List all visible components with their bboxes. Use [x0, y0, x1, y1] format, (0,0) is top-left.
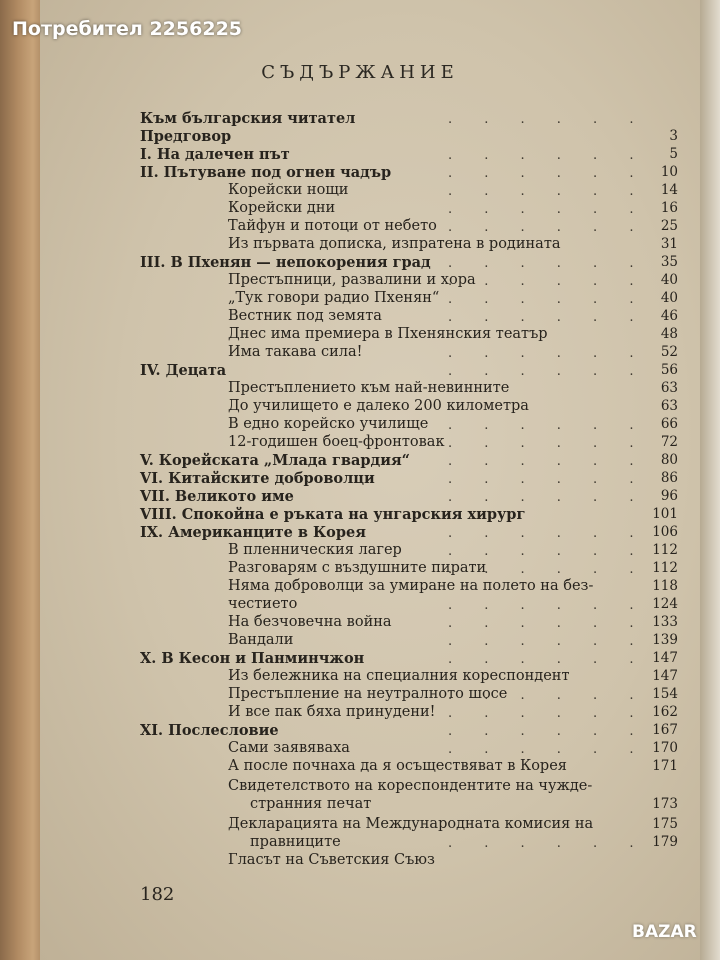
toc-entry-label: На безчовечна война — [228, 614, 392, 630]
toc-entry-page: 179 — [652, 834, 678, 850]
leader-dots: . . . . . . — [448, 166, 648, 181]
page-number: 182 — [140, 884, 175, 905]
toc-entry — [0, 326, 720, 346]
toc-entry-label: Престъпници, развалини и хора — [228, 272, 476, 288]
toc-entry-label: Вандали — [228, 632, 294, 648]
toc-entry — [0, 416, 720, 436]
toc-entry-page: 139 — [652, 632, 678, 648]
toc-entry-label: Престъпление на неутралното шосе — [228, 686, 508, 702]
toc-entry — [0, 470, 720, 490]
toc-entry-label: Предговор — [140, 128, 232, 145]
toc-entry — [0, 632, 720, 652]
leader-dots: . . . . . . — [448, 616, 648, 631]
toc-entry-label: А после почнаха да я осъществяват в Корея — [228, 758, 567, 774]
toc-entry-page: 112 — [652, 542, 678, 558]
toc-entry — [0, 164, 720, 184]
toc-entry-page: 31 — [660, 236, 678, 252]
leader-dots: . . . . . . — [448, 472, 648, 487]
toc-entry-page: 118 — [652, 578, 678, 594]
toc-entry-label: В пленническия лагер — [228, 542, 402, 558]
toc-entry-page: 133 — [652, 614, 678, 630]
toc-entry-page: 40 — [660, 272, 678, 288]
toc-entry — [0, 686, 720, 706]
leader-dots: . . . . . . — [448, 562, 648, 577]
leader-dots: . . . . . . — [448, 202, 648, 217]
toc-entry-page: 46 — [660, 308, 678, 324]
toc-entry-page: 72 — [660, 434, 678, 450]
toc-entry — [0, 578, 720, 598]
toc-entry-label: Из бележника на специалния кореспондент — [228, 668, 570, 684]
toc-entry-page: 66 — [660, 416, 678, 432]
toc-entry-page: 147 — [652, 650, 678, 666]
toc-entry-label: VII. Великото име — [140, 488, 294, 505]
toc-entry-label: Има такава сила! — [228, 344, 363, 360]
toc-entry-label: I. На далечен път — [140, 146, 290, 163]
toc-entry-page: 96 — [660, 488, 678, 504]
toc-entry-page: 35 — [660, 254, 678, 270]
toc-entry-page: 154 — [652, 686, 678, 702]
toc-entry-label: VIII. Спокойна е ръката на унгарския хирург — [140, 506, 526, 523]
toc-entry-page: 175 — [652, 816, 678, 832]
toc-entry-page: 14 — [660, 182, 678, 198]
toc-entry-label: правниците — [250, 834, 341, 850]
toc-entry-page: 63 — [660, 398, 678, 414]
toc-entry — [0, 254, 720, 274]
toc-entry — [0, 816, 720, 836]
toc-entry — [0, 852, 720, 872]
toc-entry — [0, 110, 720, 130]
toc-entry-page: 86 — [660, 470, 678, 486]
toc-entry-label: Тайфун и потоци от небето — [228, 218, 437, 234]
toc-entry — [0, 740, 720, 760]
leader-dots: . . . . . . — [448, 454, 648, 469]
toc-entry-page: 147 — [652, 668, 678, 684]
toc-entry — [0, 524, 720, 544]
toc-entry — [0, 668, 720, 688]
leader-dots: . . . . . . — [448, 256, 648, 271]
toc-entry-page: 106 — [652, 524, 678, 540]
toc-entry-page: 3 — [669, 128, 678, 144]
toc-entry-page: 52 — [660, 344, 678, 360]
leader-dots: . . . . . . — [448, 436, 648, 451]
toc-entry — [0, 308, 720, 328]
toc-entry-label: VI. Китайските доброволци — [140, 470, 375, 487]
toc-entry-page: 40 — [660, 290, 678, 306]
toc-entry — [0, 488, 720, 508]
toc-entry-label: Сами заявяваха — [228, 740, 350, 756]
toc-entry — [0, 722, 720, 742]
leader-dots: . . . . . . — [448, 652, 648, 667]
toc-entry-label: Разговарям с въздушните пирати — [228, 560, 487, 576]
toc-entry-label: честието — [228, 596, 298, 612]
leader-dots: . . . . . . — [448, 364, 648, 379]
leader-dots: . . . . . . — [448, 112, 648, 127]
toc-entry — [0, 506, 720, 526]
toc-entry-label: В едно корейско училище — [228, 416, 429, 432]
leader-dots: . . . . . . — [448, 148, 648, 163]
toc-entry — [0, 200, 720, 220]
leader-dots: . . . . . . — [448, 490, 648, 505]
toc-entry — [0, 542, 720, 562]
toc-entry-page: 16 — [660, 200, 678, 216]
leader-dots: . . . . . . — [448, 220, 648, 235]
toc-entry — [0, 362, 720, 382]
toc-entry-page: 56 — [660, 362, 678, 378]
toc-entry-label: Няма доброволци за умиране на полето на без- — [228, 578, 594, 594]
toc-entry — [0, 146, 720, 166]
bazar-logo: BAZAR — [632, 922, 697, 942]
toc-entry-label: Корейски нощи — [228, 182, 349, 198]
toc-entry-page: 112 — [652, 560, 678, 576]
toc-entry-label: И все пак бяха принудени! — [228, 704, 436, 720]
toc-entry — [0, 380, 720, 400]
leader-dots: . . . . . . — [448, 598, 648, 613]
toc-entry — [0, 128, 720, 148]
toc-entry-label: странния печат — [250, 796, 372, 812]
toc-entry-label: Престъплението към най-невинните — [228, 380, 510, 396]
toc-entry-label: IV. Децата — [140, 362, 227, 379]
toc-entry-page: 80 — [660, 452, 678, 468]
toc-entry-page: 10 — [660, 164, 678, 180]
toc-entry — [0, 218, 720, 238]
watermark-username: Потребител 2256225 — [12, 18, 243, 40]
toc-entry — [0, 796, 720, 816]
toc-entry-label: IX. Американците в Корея — [140, 524, 366, 541]
toc-entry-label: II. Пътуване под огнен чадър — [140, 164, 392, 181]
toc-entry — [0, 650, 720, 670]
toc-entry — [0, 596, 720, 616]
toc-entry — [0, 272, 720, 292]
leader-dots: . . . . . . — [448, 274, 648, 289]
toc-entry — [0, 560, 720, 580]
leader-dots: . . . . . . — [448, 544, 648, 559]
leader-dots: . . . . . . — [448, 706, 648, 721]
leader-dots: . . . . . . — [448, 310, 648, 325]
toc-entry-label: V. Корейската „Млада гвардия“ — [140, 452, 410, 469]
toc-entry — [0, 344, 720, 364]
toc-entry-label: X. В Кесон и Панминчжон — [140, 650, 365, 667]
leader-dots: . . . . . . — [448, 836, 648, 851]
leader-dots: . . . . . . — [448, 688, 648, 703]
toc-entry — [0, 452, 720, 472]
toc-entry — [0, 834, 720, 854]
toc-entry-label: Из първата дописка, изпратена в родината — [228, 236, 561, 252]
toc-entry-label: 12-годишен боец-фронтовак — [228, 434, 445, 450]
toc-entry-page: 171 — [652, 758, 678, 774]
page-title: СЪДЪРЖАНИЕ — [261, 62, 459, 83]
toc-entry — [0, 758, 720, 778]
toc-entry-page: 101 — [652, 506, 678, 522]
toc-entry-label: Вестник под земята — [228, 308, 382, 324]
toc-entry-page: 5 — [669, 146, 678, 162]
toc-entry-label: Гласът на Съветския Съюз — [228, 852, 435, 868]
leader-dots: . . . . . . — [448, 346, 648, 361]
toc-entry-page: 162 — [652, 704, 678, 720]
leader-dots: . . . . . . — [448, 292, 648, 307]
leader-dots: . . . . . . — [448, 634, 648, 649]
toc-entry-label: Към българския читател — [140, 110, 356, 127]
leader-dots: . . . . . . — [448, 526, 648, 541]
toc-entry-page: 48 — [660, 326, 678, 342]
toc-entry — [0, 778, 720, 798]
leader-dots: . . . . . . — [448, 724, 648, 739]
toc-entry-page: 173 — [652, 796, 678, 812]
toc-entry-page: 167 — [652, 722, 678, 738]
toc-entry — [0, 398, 720, 418]
toc-entry-label: Свидетелството на кореспондентите на чужде- — [228, 778, 593, 794]
toc-entry — [0, 290, 720, 310]
leader-dots: . . . . . . — [448, 184, 648, 199]
toc-entry — [0, 704, 720, 724]
toc-entry — [0, 614, 720, 634]
toc-entry — [0, 434, 720, 454]
leader-dots: . . . . . . — [448, 742, 648, 757]
toc-entry-label: Днес има премиера в Пхенянския театър — [228, 326, 548, 342]
toc-entry-label: „Тук говори радио Пхенян“ — [228, 290, 440, 306]
toc-entry — [0, 236, 720, 256]
toc-entry-page: 25 — [660, 218, 678, 234]
toc-entry — [0, 182, 720, 202]
toc-entry-label: XI. Послесловие — [140, 722, 279, 739]
toc-entry-label: Корейски дни — [228, 200, 336, 216]
toc-entry-label: Декларацията на Международната комисия на — [228, 816, 594, 832]
toc-entry-page: 63 — [660, 380, 678, 396]
toc-entry-label: До училището е далеко 200 километра — [228, 398, 529, 414]
toc-entry-page: 124 — [652, 596, 678, 612]
toc-entry-page: 170 — [652, 740, 678, 756]
toc-entry-label: III. В Пхенян — непокорения град — [140, 254, 431, 271]
leader-dots: . . . . . . — [448, 418, 648, 433]
